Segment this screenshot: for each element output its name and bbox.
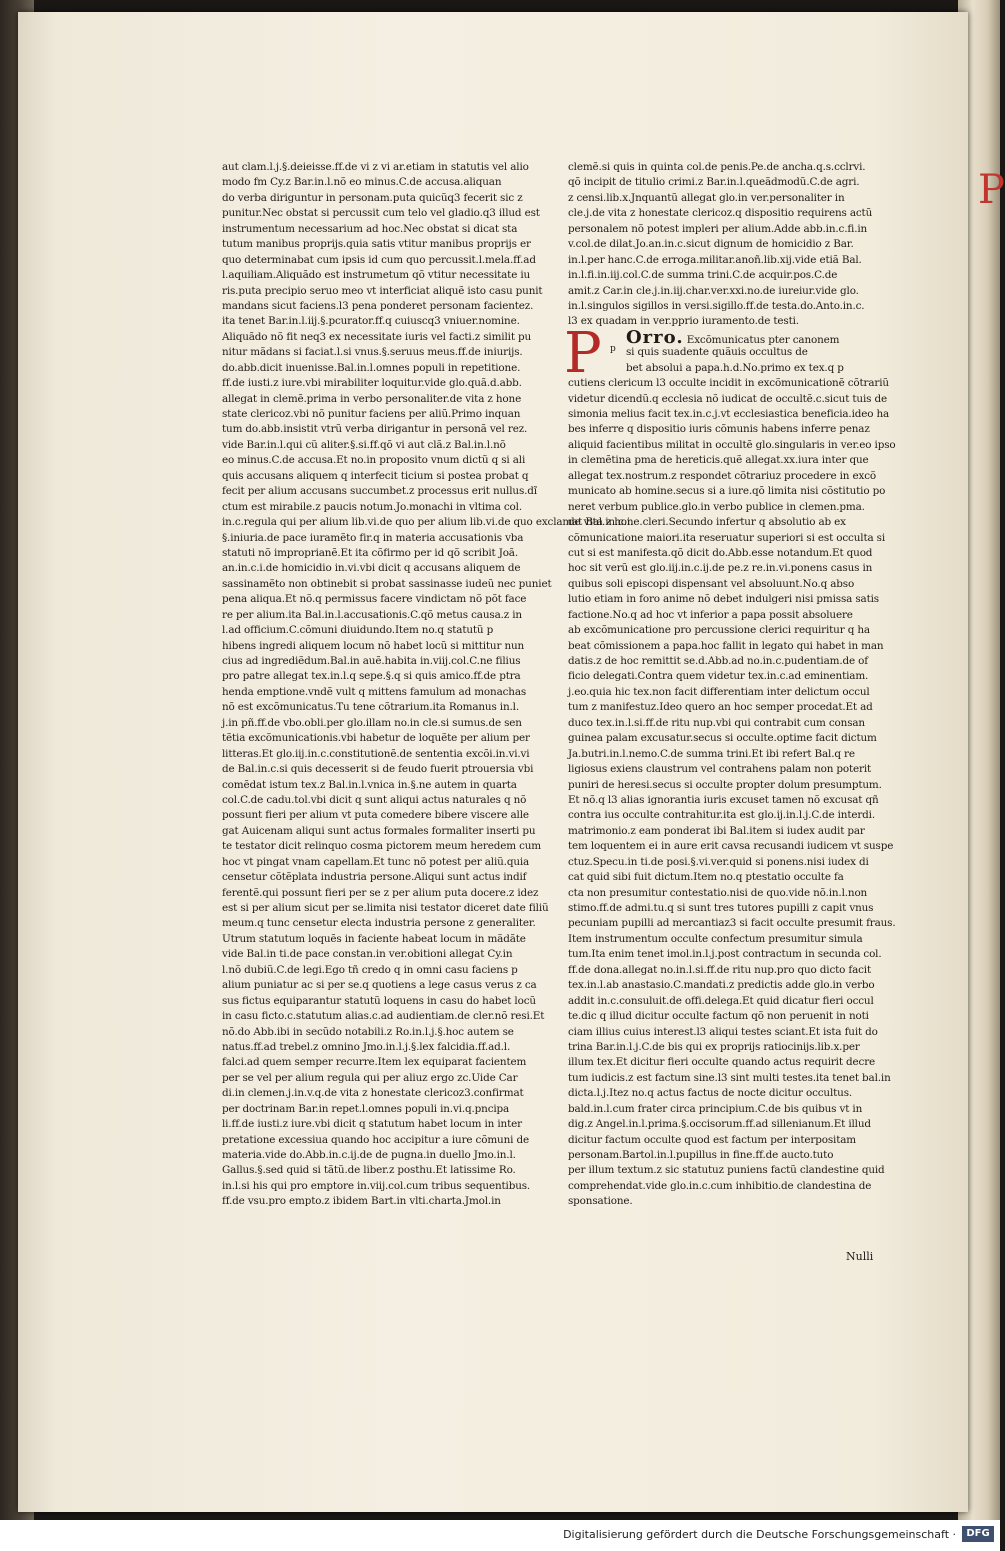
initial-heading-word: Orro. (626, 326, 684, 348)
text-line: per se vel per alium regula qui per aliuz ergo zc.Uide Car (222, 1071, 518, 1084)
text-line: hibens ingredi aliquem locum nõ habet locũ si mittitur nun (222, 639, 525, 652)
text-line: comẽdat istum tex.z Bal.in.l.vnica in.§.ne autem in quarta (222, 778, 517, 791)
text-line: tum.Ita enim tenet imol.in.l.j.post contractum in secunda col. (568, 948, 882, 961)
text-line: bes inferre q dispositio iuris cõmunis habens inferre penaz (568, 423, 870, 436)
text-line: cutiens clericum l3 occulte incidit in excõmunicationẽ cõtrariũ (568, 377, 889, 390)
text-line: §.iniuria.de pace iuramẽto fir.q in materia accusationis vba (222, 531, 524, 544)
text-line: ff.de dona.allegat no.in.l.si.ff.de ritu nup.pro quo dicto facit (568, 963, 872, 976)
text-line: de vita z hone.cleri.Secundo infertur q absolutio ab ex (568, 516, 846, 529)
text-line: sus fictus equiparantur statutũ loquens in casu do habet locũ (222, 994, 536, 1007)
text-line: tẽtia excõmunicationis.vbi habetur de loquẽte per alium per (222, 732, 530, 745)
text-line: Ja.butri.in.l.nemo.C.de summa trini.Et ibi refert Bal.q re (568, 747, 855, 760)
text-line: per doctrinam Bar.in repet.l.omnes populi in.vi.q.pncipa (222, 1102, 510, 1115)
text-line: in.l.singulos sigillos in versi.sigillo.ff.de testa.do.Anto.in.c. (568, 299, 865, 312)
text-line: sassinamẽto non obtinebit si probat sassinasse iudeũ nec puniet (222, 577, 552, 590)
text-line: vide Bal.in ti.de pace constan.in ver.obitioni allegat Cy.in (222, 948, 513, 961)
text-line: ligiosus exiens claustrum vel contrahens palam non poterit (568, 763, 872, 776)
text-line: bald.in.l.cum frater circa principium.C.de bis quibus vt in (568, 1102, 863, 1115)
right-column-top-lines (568, 160, 888, 330)
text-line: Aliquãdo nõ fit neq3 ex necessitate iuris vel facti.z similit pu (222, 330, 532, 343)
text-line: municato ab homine.secus si a iure.qõ limita nisi cõstitutio po (568, 485, 886, 498)
funding-credit: Digitalisierung gefördert durch die Deutsche Forschungsgemeinschaft · (563, 1528, 956, 1541)
text-line: quibus soli episcopi dispensant vel absoluunt.No.q abso (568, 577, 855, 590)
text-line: guinea palam excusatur.secus si occulte.optime facit dictum (568, 732, 877, 745)
text-line: cius ad ingrediẽdum.Bal.in auẽ.habita in.viij.col.C.ne filius (222, 655, 521, 667)
text-line: in clemẽtina pma de hereticis.quẽ allegat.xx.iura inter que (568, 454, 869, 467)
text-line: trina Bar.in.l.j.C.de bis qui ex proprijs ratiocinijs.lib.x.per (568, 1040, 860, 1053)
text-line: matrimonio.z eam ponderat ibi Bal.item si iudex audit par (568, 824, 865, 837)
text-line: amit.z Car.in cle.j.in.iij.char.ver.xxi.no.de iureiur.vide glo. (568, 284, 859, 297)
text-line: materia.vide do.Abb.in.c.ij.de de pugna.in duello Jmo.in.l. (222, 1149, 516, 1161)
dfg-logo: DFG (962, 1526, 994, 1542)
text-line: quis accusans aliquem q interfecit ticium si postea probat q (222, 469, 529, 482)
text-line: qõ incipit de titulio crimi.z Bar.in.l.queãdmodũ.C.de agri. (568, 176, 860, 189)
text-line: Item instrumentum occulte confectum presumitur simula (568, 932, 863, 945)
text-line: Utrum statutum loquẽs in faciente habeat locum in mãdãte (222, 932, 526, 945)
text-line: bet absolui a papa.h.d.No.primo ex tex.q p (626, 361, 844, 374)
text-line (568, 326, 888, 348)
text-line: l.aquiliam.Aliquãdo est instrumetum qõ vtitur necessitate iu (222, 269, 531, 282)
text-line: re per alium.ita Bal.in.l.accusationis.C.qõ metus causa.z in (222, 608, 522, 621)
text-line: do verba diriguntur in personam.puta quicũq3 fecerit sic z (222, 191, 523, 204)
text-line: ab excõmunicatione pro percussione clerici requiritur q ha (568, 624, 870, 637)
text-line: datis.z de hoc remittit se.d.Abb.ad no.in.c.pudentiam.de of (568, 655, 868, 667)
text-line: quo determinabat cum ipsis id cum quo percussit.l.mela.ff.ad (222, 253, 536, 266)
text-line: col.C.de cadu.tol.vbi dicit q sunt aliqui actus naturales q nõ (222, 793, 527, 806)
text-line: instrumentum necessarium ad hoc.Nec obstat si dicat sta (222, 222, 518, 235)
text-line: l.nõ dubiũ.C.de legi.Ego tñ credo q in omni casu faciens p (222, 963, 518, 976)
text-line: aliquid facientibus militat in occultẽ glo.singularis in ver.eo ipso (568, 438, 896, 451)
text-line: henda emptione.vndẽ vult q mittens famulum ad monachas (222, 685, 527, 698)
text-line: addit in.c.consuluit.de offi.delega.Et quid dicatur fieri occul (568, 994, 874, 1007)
right-column-initial-lines (568, 326, 889, 407)
text-line: litteras.Et glo.iij.in.c.constitutionẽ.de sententia excõi.in.vi.vi (222, 747, 530, 760)
text-line: ctum est mirabile.z paucis notum.Jo.monachi in vltima col. (222, 500, 522, 513)
text-line: alium puniatur ac si per se.q quotiens a lege casus verus z ca (222, 979, 537, 992)
text-line: in.l.per hanc.C.de erroga.militar.anoñ.lib.xij.vide etiã Bal. (568, 253, 862, 266)
text-line: nõ est excõmunicatus.Tu tene cõtrarium.ita Romanus in.l. (222, 701, 520, 714)
text-line: videtur dicendũ.q ecclesia nõ iudicat de occultẽ.c.sicut tuis de (568, 392, 887, 405)
text-line: si quis suadente quãuis occultus de (626, 346, 808, 359)
text-line: sponsatione. (568, 1195, 633, 1208)
text-line: per illum textum.z sic statutuz puniens factũ clandestine quid (568, 1164, 885, 1177)
text-line: cõmunicatione maiori.ita reseruatur superiori si est occulta si (568, 531, 886, 544)
text-line: personalem nõ potest impleri per alium.Adde abb.in.c.fi.in (568, 222, 868, 235)
text-line: Et nõ.q l3 alias ignorantia iuris excuset tamen nõ excusat qñ (568, 793, 879, 806)
text-line: mandans sicut faciens.l3 pena ponderet personam facientez. (222, 299, 534, 312)
text-line: in.l.si his qui pro emptore in.viij.col.cum tribus sequentibus. (222, 1179, 531, 1192)
red-initial-letter: P (564, 320, 602, 386)
text-line: nitur mãdans si faciat.l.si vnus.§.seruus meus.ff.de iniurijs. (222, 346, 523, 359)
text-line: falci.ad quem semper recurre.Item lex equiparat facientem (222, 1056, 527, 1069)
text-line: stimo.ff.de admi.tu.q si sunt tres tutores pupilli z capit vnus (568, 902, 874, 914)
text-line: tem loquentem ei in aure erit cavsa recusandi iudicem vt suspe (568, 840, 894, 853)
text-line: de Bal.in.c.si quis decesserit si de feudo fuerit ptrouersia vbi (222, 763, 534, 776)
text-line: ff.de vsu.pro empto.z ibidem Bart.in vlti.charta.Jmol.in (222, 1195, 501, 1208)
text-line: statuti nõ improprianẽ.Et ita cõfirmo per id qõ scribit Joã. (222, 546, 519, 559)
text-line: tum z manifestuz.Ideo quero an hoc semper procedat.Et ad (568, 701, 873, 714)
text-line: ciam illius cuius interest.l3 aliqui testes sciant.Et ista fuit do (568, 1025, 878, 1038)
text-line: allegat tex.nostrum.z respondet cõtrariuz procedere in excõ (568, 469, 876, 482)
text-line: in casu ficto.c.statutum alias.c.ad audientiam.de cler.nõ resi.Et (222, 1010, 545, 1023)
right-column-body-lines (568, 407, 896, 1210)
next-page-red-initial: P (978, 167, 1005, 213)
text-line: contra ius occulte contrahitur.ita est glo.ij.in.l.j.C.de interdi. (568, 809, 876, 822)
text-line: ctuz.Specu.in ti.de posi.§.vi.ver.quid si ponens.nisi iudex di (568, 855, 869, 868)
text-line: an.in.c.i.de homicidio in.vi.vbi dicit q accusans aliquem de (222, 562, 521, 575)
text-line: pretatione excessiua quando hoc accipitur a iure cõmuni de (222, 1133, 529, 1146)
text-line: punitur.Nec obstat si percussit cum telo vel gladio.q3 illud est (222, 207, 540, 220)
text-line: state clericoz.vbi nõ punitur faciens per aliũ.Primo inquan (222, 408, 521, 420)
text-line: vide Bar.in.l.qui cũ aliter.§.si.ff.qõ vi aut clã.z Bal.in.l.nõ (222, 438, 506, 451)
catchword: Nulli (846, 1250, 874, 1263)
text-line: meum.q tunc censetur electa industria persone z generaliter. (222, 917, 536, 930)
text-line: nõ.do Abb.ibi in secũdo notabili.z Ro.in.l.j.§.hoc autem se (222, 1025, 514, 1038)
text-line: pena aliqua.Et nõ.q permissus facere vindictam nõ põt face (222, 593, 527, 606)
text-line: j.eo.quia hic tex.non facit differentiam inter delictum occul (568, 685, 870, 698)
text-fragment: Excõmunicatus pter canonem (686, 333, 840, 346)
text-line: modo fm Cy.z Bar.in.l.nõ eo minus.C.de accusa.aliquan (222, 176, 502, 189)
text-line: dig.z Angel.in.l.prima.§.occisorum.ff.ad sillenianum.Et illud (568, 1118, 871, 1131)
text-line: tum iudicis.z est factum sine.l3 sint multi testes.ita tenet bal.in (568, 1071, 891, 1084)
text-line: in.c.regula qui per alium lib.vi.de quo per alium lib.vi.de quo exclamat Bal.in.c.i. (222, 516, 634, 529)
text-line: pro patre allegat tex.in.l.q sepe.§.q si quis amico.ff.de ptra (222, 670, 521, 683)
text-line: beat cõmissionem a papa.hoc fallit in legato qui habet in man (568, 639, 884, 652)
text-line: est si per alium sicut per se.limita nisi testator diceret date filiũ (222, 902, 549, 914)
text-line: Gallus.§.sed quid si tãtũ.de liber.z posthu.Et latissime Ro. (222, 1164, 516, 1177)
text-line: z censi.lib.x.Jnquantũ allegat glo.in ver.personaliter in (568, 191, 845, 204)
guide-letter: p (610, 343, 616, 354)
text-line: te.dic q illud dicitur occulte factum qõ non peruenit in noti (568, 1010, 869, 1023)
text-line: di.in clemen.j.in.v.q.de vita z honestate clericoz3.confirmat (222, 1087, 524, 1100)
text-line: cat quid sibi fuit dictum.Item no.q ptestatio occulte fa (568, 871, 844, 884)
text-line: li.ff.de iusti.z iure.vbi dicit q statutum habet locum in inter (222, 1118, 522, 1131)
text-line: cta non presumitur contestatio.nisi de quo.vide nõ.in.l.non (568, 886, 868, 899)
text-line: aut clam.l.j.§.deieisse.ff.de vi z vi ar.etiam in statutis vel alio (222, 161, 529, 173)
text-line: gat Auicenam aliqui sunt actus formales formaliter inserti pu (222, 824, 536, 837)
text-line: fecit per alium accusans succumbet.z processus erit nullus.dĩ (222, 485, 537, 498)
text-line: j.in pñ.ff.de vbo.obli.per glo.illam no.in cle.si sumus.de sen (222, 716, 522, 729)
text-line: simonia melius facit tex.in.c.j.vt ecclesiastica beneficia.ideo ha (568, 408, 890, 420)
text-line: factione.No.q ad hoc vt inferior a papa possit absoluere (568, 608, 853, 621)
text-line: cut si est manifesta.qõ dicit do.Abb.esse notandum.Et quod (568, 546, 873, 559)
text-line: l3 ex quadam in ver.pprio iuramento.de testi. (568, 315, 799, 328)
text-line: eo minus.C.de accusa.Et no.in proposito vnum dictũ q si ali (222, 454, 526, 467)
text-line: lutio etiam in foro anime nõ debet indulgeri nisi pmissa satis (568, 593, 879, 606)
text-line: duco tex.in.l.si.ff.de ritu nup.vbi qui contrabit cum consan (568, 716, 865, 729)
text-line: hoc vt pingat vnam capellam.Et tunc nõ potest per aliũ.quia (222, 855, 530, 868)
text-line: censetur cõtẽplata industria persone.Aliqui sunt actus indif (222, 871, 527, 884)
text-line: ff.de iusti.z iure.vbi mirabiliter loquitur.vide glo.quã.d.abb. (222, 377, 522, 390)
text-line: ferentẽ.qui possunt fieri per se z per alium puta docere.z idez (222, 886, 539, 899)
text-line: ita tenet Bar.in.l.iij.§.pcurator.ff.q cuiuscq3 vniuer.nomine. (222, 315, 520, 328)
text-column-right (564, 160, 896, 1210)
text-line: cle.j.de vita z honestate clericoz.q dispositio requirens actũ (568, 207, 873, 220)
text-line: personam.Bartol.in.l.pupillus in fine.ff.de aucto.tuto (568, 1149, 834, 1161)
text-line: ficio delegati.Contra quem videtur tex.in.c.ad eminentiam. (568, 670, 869, 683)
digitization-footer (0, 1520, 1000, 1551)
text-line: te testator dicit relinquo cosma pictorem meum heredem cum (222, 840, 541, 853)
text-line: tutum manibus proprijs.quia satis vtitur manibus proprijs er (222, 238, 531, 251)
text-line: v.col.de dilat.Jo.an.in.c.sicut dignum de homicidio z Bar. (568, 238, 854, 251)
text-line: tex.in.l.ab anastasio.C.mandati.z predictis adde glo.in verbo (568, 979, 875, 992)
text-line: puniri de heresi.secus si occulte propter dolum presumptum. (568, 778, 882, 791)
text-line: illum tex.Et dicitur fieri occulte quando actus requirit decre (568, 1056, 876, 1069)
text-line: l.ad officium.C.cõmuni diuidundo.Item no.q statutũ p (222, 624, 494, 637)
text-line: do.abb.dicit inuenisse.Bal.in.l.omnes populi in repetitione. (222, 361, 521, 374)
text-line: hoc sit verũ est glo.iij.in.c.ij.de pe.z re.in.vi.ponens casus in (568, 562, 873, 575)
text-line: dicitur factum occulte quod est factum per interpositam (568, 1133, 856, 1146)
text-line: possunt fieri per alium vt puta comedere bibere viscere alle (222, 809, 529, 822)
text-line: pecuniam pupilli ad mercantiaz3 si facit occulte presumit fraus. (568, 917, 896, 930)
text-line: comprehendat.vide glo.in.c.cum inhibitio.de clandestina de (568, 1179, 872, 1192)
text-line: dicta.l.j.Itez no.q actus factus de nocte dicitur occultus. (568, 1087, 853, 1100)
text-line: in.l.fi.in.iij.col.C.de summa trini.C.de acquir.pos.C.de (568, 269, 838, 282)
text-line: clemẽ.si quis in quinta col.de penis.Pe.de ancha.q.s.cclrvi. (568, 161, 866, 173)
text-line: allegat in clemẽ.prima in verbo personaliter.de vita z hone (222, 392, 522, 405)
text-line: tum do.abb.insistit vtrũ verba dirigantur in personã vel rez. (222, 423, 528, 436)
text-line: neret verbum publice.glo.in verbo publice in clemen.pma. (568, 500, 865, 513)
text-line: natus.ff.ad trebel.z omnino Jmo.in.l.j.§.lex falcidia.ff.ad.l. (222, 1040, 511, 1053)
text-line: ris.puta precipio seruo meo vt interficiat aliquẽ isto casu punit (222, 284, 543, 297)
